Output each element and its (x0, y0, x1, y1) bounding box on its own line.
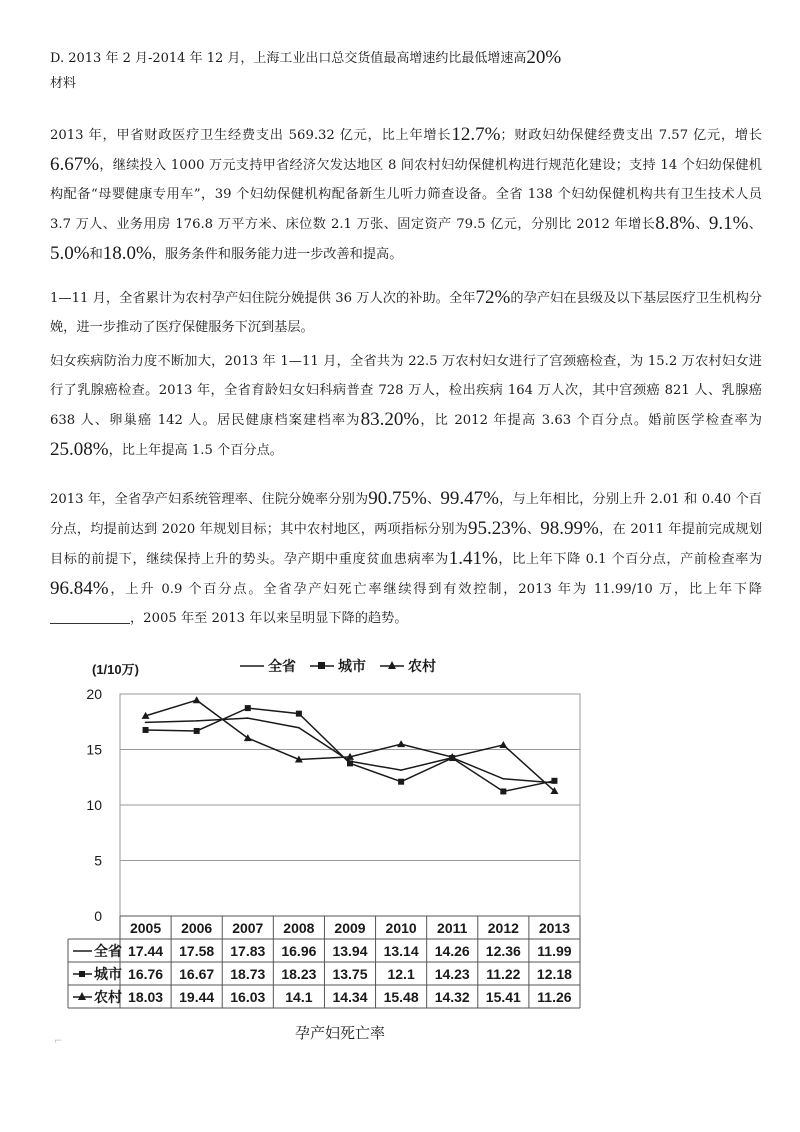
data-point-triangle (397, 740, 405, 747)
text-span: 、 (526, 522, 541, 537)
percent-value: 1.41% (448, 548, 498, 569)
row-label: 全省 (94, 943, 122, 959)
data-point-square (347, 760, 353, 766)
data-point-square (245, 705, 251, 711)
option-d-value: 20% (526, 47, 562, 68)
text-span: 、 (426, 492, 441, 507)
series-line-全省 (146, 718, 555, 783)
table-cell: 18.03 (128, 989, 164, 1005)
x-tick-label: 2008 (283, 920, 315, 936)
text-span: ，继续投入 1000 万元支持甲省经济欠发达地区 8 间农村妇幼保健机构进行规范化建设；支持 14 个妇幼保健机构配备“母婴健康专用车”，39 个妇幼保健机构配备新生儿听力筛查设备。全省 138 个妇幼保健机构共有卫生技术人员 3.7 万人、业务用房 176.8 万平方米、床位数 2.1 万张、固定资产 79.5 亿元，分别比 2012 年增长 (50, 158, 762, 232)
data-point (145, 722, 147, 724)
text-span: ，2005 年至 2013 年以来呈明显下降的趋势。 (130, 611, 408, 626)
series-line-农村 (146, 700, 555, 791)
table-cell: 15.41 (485, 989, 521, 1005)
y-tick-label: 10 (86, 797, 102, 813)
paragraph-delivery (50, 283, 762, 342)
percent-value: 90.75% (368, 488, 427, 509)
table-cell: 17.44 (128, 943, 164, 959)
table-cell: 11.99 (537, 943, 572, 959)
table-cell: 12.36 (485, 943, 521, 959)
percent-value: 83.20% (360, 409, 420, 430)
table-cell: 17.83 (230, 943, 266, 959)
text-span: ，与上年相比，分别上升 2.01 和 0.40 个百分点，均提前达到 2020 年规划目标；其中农村地区，两项指标分别为 (50, 492, 762, 537)
text-span: ，服务条件和服务能力进一步改善和提高。 (151, 247, 403, 262)
legend-label: 城市 (338, 658, 366, 674)
data-point-triangle (499, 741, 507, 748)
percent-value: 99.47% (440, 488, 499, 509)
text-span: ，比上年提高 1.5 个百分点。 (108, 443, 283, 458)
data-point-square (500, 788, 506, 794)
table-cell: 11.26 (537, 989, 572, 1005)
data-point (196, 720, 198, 722)
text-span: 妇女疾病防治力度不断加大，2013 年 1—11 月，全省共为 22.5 万农村妇女进行了宫颈癌检查，为 15.2 万农村妇女进行了乳腺癌检查。2013 年，全省育龄妇女妇科病普查 728 万人，检出疾病 164 万人次，其中宫颈癌 821 人、乳腺癌 638 人、卵巢癌 142 人。居民健康档案建档率为 (50, 354, 762, 428)
data-point-triangle (193, 696, 201, 703)
text-span: 2013 年，甲省财政医疗卫生经费支出 569.32 亿元，比上年增长 (50, 128, 452, 143)
text-span: ，比 2012 年提高 3.63 个百分点。婚前医学检查率为 (419, 413, 762, 428)
data-point-square (143, 727, 149, 733)
data-point-square (194, 728, 200, 734)
x-tick-label: 2010 (385, 920, 417, 936)
table-cell: 19.44 (179, 989, 215, 1005)
table-cell: 16.96 (281, 943, 317, 959)
x-tick-label: 2005 (129, 920, 162, 936)
y-tick-label: 5 (94, 852, 102, 869)
row-key-square (79, 971, 85, 977)
corner-mark: ⌐ (54, 1036, 63, 1047)
row-label: 城市 (94, 966, 122, 982)
table-cell: 16.67 (179, 966, 215, 982)
legend-label: 全省 (268, 658, 296, 674)
percent-value: 95.23% (468, 518, 527, 539)
y-tick-label: 0 (94, 908, 102, 924)
text-span: 1—11 月，全省累计为农村孕产妇住院分娩提供 36 万人次的补助。全年 (50, 291, 476, 306)
table-cell: 18.73 (230, 966, 266, 982)
percent-value: 9.1% (708, 213, 749, 234)
x-tick-label: 2011 (437, 920, 468, 936)
percent-value: 18.0% (102, 243, 152, 264)
percent-value: 98.99% (540, 518, 599, 539)
table-cell: 12.1 (387, 966, 415, 982)
table-cell: 16.76 (128, 966, 164, 982)
y-unit-label: (1/10万) (92, 662, 139, 677)
row-key-triangle (78, 992, 86, 1000)
table-cell: 14.32 (434, 989, 470, 1005)
data-point (400, 769, 402, 771)
option-d-line (50, 48, 561, 69)
table-cell: 16.03 (230, 989, 266, 1005)
table-cell: 14.34 (332, 989, 368, 1005)
x-tick-label: 2012 (487, 920, 519, 936)
percent-value: 25.08% (50, 439, 109, 460)
text-span: 2013 年，全省孕产妇系统管理率、住院分娩率分别为 (50, 492, 369, 507)
chart-title: 孕产妇死亡率 (294, 1024, 385, 1042)
x-tick-label: 2006 (181, 920, 213, 936)
x-tick-label: 2009 (334, 920, 366, 936)
y-tick-label: 20 (86, 686, 102, 702)
table-cell: 17.58 (179, 943, 215, 959)
text-span: ，在 2011 年提前完成规划目标的前提下，继续保持上升的势头。孕产期中重度贫血患病率为 (50, 522, 763, 567)
text-span: ，上升 0.9 个百分点。全省孕产妇死亡率继续得到有效控制，2013 年为 11.99/10 万，比上年下降 (108, 582, 762, 597)
table-cell: 14.26 (434, 943, 470, 959)
table-cell: 12.18 (536, 966, 572, 982)
data-point-square (296, 711, 302, 717)
data-point-square (551, 778, 557, 784)
x-tick-label: 2007 (232, 920, 264, 936)
text-span: ，比上年下降 0.1 个百分点，产前检查率为 (497, 552, 763, 567)
table-cell: 11.22 (486, 966, 521, 982)
table-cell: 13.14 (383, 943, 419, 959)
paragraph-funding (50, 120, 762, 269)
percent-value: 5.0% (50, 243, 90, 264)
option-d-text: D. 2013 年 2 月-2014 年 12 月，上海工业出口总交货值最高增速约比最低增速高 (50, 51, 527, 66)
percent-value: 6.67% (50, 154, 100, 175)
x-tick-label: 2013 (538, 920, 571, 936)
data-point (298, 727, 300, 729)
legend-marker-square (318, 662, 325, 669)
paragraph-maternal (50, 484, 762, 633)
percent-value: 96.84% (50, 578, 109, 599)
percent-value: 72% (475, 287, 511, 308)
text-span: 、 (694, 217, 709, 232)
text-span: ；财政妇幼保健经费支出 7.57 亿元，增长 (500, 128, 762, 143)
legend-marker-triangle (388, 661, 396, 669)
data-point (247, 717, 249, 719)
table-cell: 18.23 (281, 966, 317, 982)
table-cell: 13.75 (332, 966, 368, 982)
table-cell: 14.23 (434, 966, 470, 982)
table-cell: 13.94 (332, 943, 368, 959)
legend-label: 农村 (408, 658, 436, 674)
answer-blank[interactable] (50, 609, 130, 624)
text-span: 的孕产妇在县级及以下基层医疗卫生机构分娩，进一步推动了医疗保健服务下沉到基层。 (50, 291, 763, 335)
text-span: 和 (89, 247, 103, 262)
percent-value: 8.8% (655, 213, 695, 234)
percent-value: 12.7% (451, 124, 501, 145)
material-label: 材料 (50, 76, 77, 91)
y-tick-label: 15 (86, 741, 102, 758)
data-point-square (398, 779, 404, 785)
row-label: 农村 (94, 989, 122, 1005)
paragraph-disease (50, 347, 762, 465)
text-span: 、 (748, 217, 762, 232)
data-point (503, 778, 505, 780)
maternal-mortality-chart (40, 650, 600, 1015)
table-cell: 15.48 (383, 989, 419, 1005)
table-cell: 14.1 (285, 989, 313, 1005)
